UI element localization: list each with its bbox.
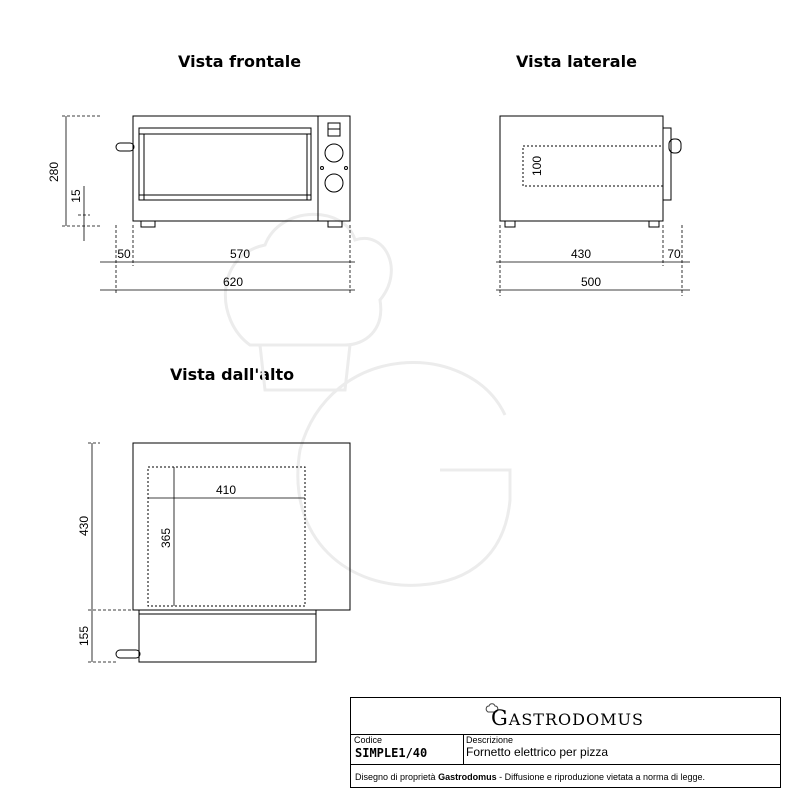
- description-cell: [463, 734, 780, 764]
- title-block: [350, 697, 781, 788]
- front-inner-width-dim: 570: [229, 247, 251, 261]
- front-foot-dim: 15: [69, 189, 83, 203]
- control-knob-icon: [325, 174, 343, 192]
- top-chamber-width-dim: 410: [215, 483, 237, 497]
- top-body-depth-dim: 430: [77, 515, 91, 537]
- brand-logo: GASTRODOMUS: [491, 706, 644, 730]
- chamber-outline: [523, 146, 663, 186]
- front-left-margin-dim: 50: [117, 247, 131, 261]
- door-top: [139, 610, 316, 662]
- logo-row: [351, 698, 780, 735]
- side-total-depth-dim: 500: [580, 275, 602, 289]
- front-view: [116, 116, 350, 227]
- side-chamber-height-dim: 100: [530, 155, 544, 177]
- top-front-depth-dim: 155: [77, 625, 91, 647]
- front-height-dim: 280: [47, 161, 61, 183]
- oven-body-front: [133, 116, 350, 221]
- side-depth-dim: 430: [570, 247, 592, 261]
- handle-icon: [116, 650, 140, 658]
- ownership-notice: Disegno di proprietà Gastrodomus - Diffusione e riproduzione vietata a norma di legge.: [355, 772, 706, 782]
- side-view: [500, 116, 681, 227]
- top-view: [116, 443, 350, 662]
- chef-hat-watermark-icon: [222, 214, 510, 585]
- description-label: Descrizione: [466, 735, 514, 745]
- oven-body-top: [133, 443, 350, 610]
- description-value: Fornetto elettrico per pizza: [466, 745, 609, 759]
- oven-body-side: [500, 116, 663, 221]
- oven-door: [139, 128, 311, 200]
- top-chamber-depth-dim: 365: [159, 527, 173, 549]
- code-value: SIMPLE1/40: [355, 746, 428, 760]
- control-knob-icon: [325, 144, 343, 162]
- side-rear-dim: 70: [667, 247, 681, 261]
- code-cell: [351, 734, 464, 764]
- front-total-width-dim: 620: [222, 275, 244, 289]
- side-view-title: Vista laterale: [516, 52, 637, 71]
- info-row: [351, 734, 780, 765]
- top-view-title: Vista dall'alto: [170, 365, 295, 384]
- handle-icon: [116, 143, 134, 151]
- code-label: Codice: [354, 735, 383, 745]
- front-view-title: Vista frontale: [178, 52, 302, 71]
